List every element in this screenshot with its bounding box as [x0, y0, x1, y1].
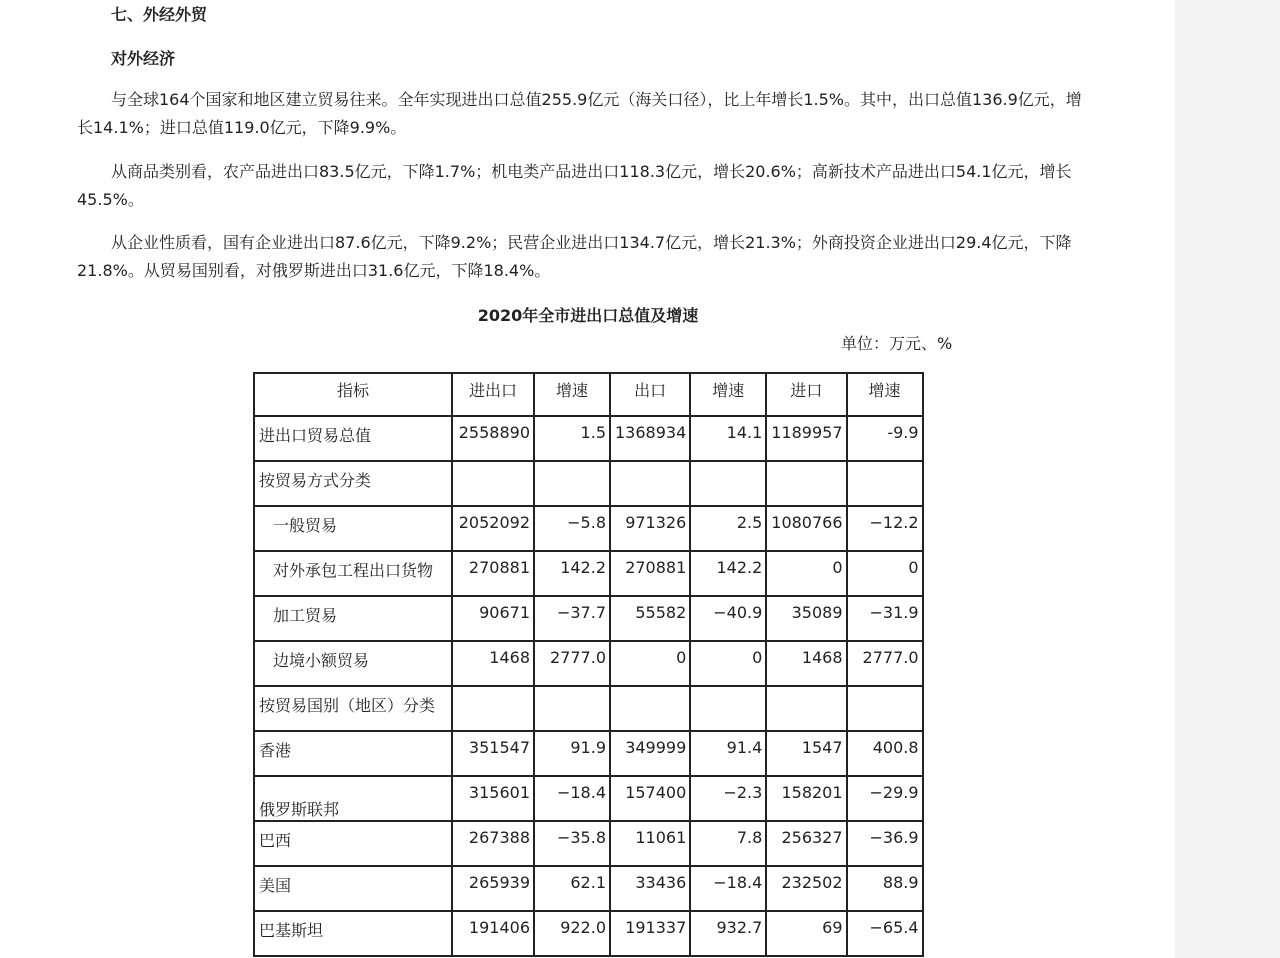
table-cell: −2.3 [690, 776, 766, 821]
table-cell: 922.0 [534, 911, 610, 956]
section-title: 七、外经外贸 [111, 5, 208, 24]
table-cell: 158201 [766, 776, 846, 821]
table-cell: 2777.0 [847, 641, 923, 686]
table-header-row [254, 373, 923, 416]
row-label: 巴西 [254, 821, 452, 866]
table-cell: 267388 [452, 821, 534, 866]
table-cell: −35.8 [534, 821, 610, 866]
table-cell: 932.7 [690, 911, 766, 956]
table-cell: 0 [847, 551, 923, 596]
table-cell: −40.9 [690, 596, 766, 641]
table-cell: 62.1 [534, 866, 610, 911]
table-cell [610, 461, 690, 506]
table-cell: 14.1 [690, 416, 766, 461]
table-cell: -9.9 [847, 416, 923, 461]
table-cell: 1189957 [766, 416, 846, 461]
table-cell: 1468 [766, 641, 846, 686]
table-cell: −12.2 [847, 506, 923, 551]
row-label: 边境小额贸易 [254, 641, 452, 686]
header-total: 进出口 [452, 373, 534, 416]
table-unit: 单位：万元、% [841, 334, 953, 353]
table-cell [766, 686, 846, 731]
header-export: 出口 [610, 373, 690, 416]
table-title: 2020年全市进出口总值及增速 [477, 306, 699, 325]
table-row [254, 866, 923, 911]
table-cell: 270881 [610, 551, 690, 596]
table-cell: −5.8 [534, 506, 610, 551]
table-cell: 270881 [452, 551, 534, 596]
table-cell: 191337 [610, 911, 690, 956]
table-row [254, 776, 923, 821]
table-cell: 11061 [610, 821, 690, 866]
row-label: 加工贸易 [254, 596, 452, 641]
header-export-growth: 增速 [690, 373, 766, 416]
table-cell: 88.9 [847, 866, 923, 911]
table-cell: −18.4 [690, 866, 766, 911]
row-label: 香港 [254, 731, 452, 776]
table-cell [452, 686, 534, 731]
table-row [254, 461, 923, 506]
row-label: 美国 [254, 866, 452, 911]
table-row [254, 731, 923, 776]
row-label: 对外承包工程出口货物 [254, 551, 452, 596]
table-body [254, 416, 923, 956]
table-cell: 191406 [452, 911, 534, 956]
table-cell: 0 [690, 641, 766, 686]
table-row [254, 416, 923, 461]
table-cell: 971326 [610, 506, 690, 551]
table-cell: 2.5 [690, 506, 766, 551]
table-cell: 1368934 [610, 416, 690, 461]
table-cell: 265939 [452, 866, 534, 911]
table-cell: 142.2 [534, 551, 610, 596]
table-cell [690, 686, 766, 731]
table-cell: 2052092 [452, 506, 534, 551]
subsection-title: 对外经济 [111, 49, 176, 68]
table-cell: 2777.0 [534, 641, 610, 686]
row-label: 按贸易国别（地区）分类 [254, 686, 452, 731]
row-label: 巴基斯坦 [254, 911, 452, 956]
table-cell: 1080766 [766, 506, 846, 551]
table-cell: −18.4 [534, 776, 610, 821]
table-cell: −37.7 [534, 596, 610, 641]
table-cell: 400.8 [847, 731, 923, 776]
paragraph-commodity: 从商品类别看，农产品进出口83.5亿元，下降1.7%；机电类产品进出口118.3亿元，增长20.6%；高新技术产品进出口54.1亿元，增长45.5%。 [77, 162, 1072, 209]
header-indicator: 指标 [254, 373, 452, 416]
table-cell: 2558890 [452, 416, 534, 461]
table-cell [534, 686, 610, 731]
table-cell: 232502 [766, 866, 846, 911]
table-row [254, 821, 923, 866]
table-row [254, 686, 923, 731]
header-import: 进口 [766, 373, 846, 416]
table-row [254, 551, 923, 596]
table-cell: 69 [766, 911, 846, 956]
trade-table [253, 372, 924, 957]
page-right-gutter [1175, 0, 1280, 958]
table-cell: −31.9 [847, 596, 923, 641]
table-cell: 35089 [766, 596, 846, 641]
table-cell [452, 461, 534, 506]
row-label: 按贸易方式分类 [254, 461, 452, 506]
table-cell: 1468 [452, 641, 534, 686]
table-cell: −65.4 [847, 911, 923, 956]
table-cell: −36.9 [847, 821, 923, 866]
table-row [254, 596, 923, 641]
paragraph-trade-total: 与全球164个国家和地区建立贸易往来。全年实现进出口总值255.9亿元（海关口径），比上年增长1.5%。其中，出口总值136.9亿元，增长14.1%；进口总值119.0亿元，下降9.9%。 [77, 90, 1082, 137]
table-cell: 0 [766, 551, 846, 596]
table-row [254, 911, 923, 956]
table-cell: 0 [610, 641, 690, 686]
table-cell: 90671 [452, 596, 534, 641]
table-cell [534, 461, 610, 506]
header-total-growth: 增速 [534, 373, 610, 416]
table-cell: 1.5 [534, 416, 610, 461]
table-cell: 7.8 [690, 821, 766, 866]
paragraph-enterprise: 从企业性质看，国有企业进出口87.6亿元，下降9.2%；民营企业进出口134.7亿元，增长21.3%；外商投资企业进出口29.4亿元，下降21.8%。从贸易国别看，对俄罗斯进出口31.6亿元，下降18.4%。 [77, 233, 1072, 280]
row-label: 俄罗斯联邦 [254, 776, 452, 821]
table-cell: 351547 [452, 731, 534, 776]
row-label: 一般贸易 [254, 506, 452, 551]
table-cell: 1547 [766, 731, 846, 776]
header-import-growth: 增速 [847, 373, 923, 416]
table-cell: 256327 [766, 821, 846, 866]
table-row [254, 641, 923, 686]
table-cell: −29.9 [847, 776, 923, 821]
table-cell [766, 461, 846, 506]
table-row [254, 506, 923, 551]
table-cell: 55582 [610, 596, 690, 641]
table-cell: 91.4 [690, 731, 766, 776]
table-cell: 142.2 [690, 551, 766, 596]
table-cell: 315601 [452, 776, 534, 821]
table-cell [847, 461, 923, 506]
row-label: 进出口贸易总值 [254, 416, 452, 461]
table-cell: 349999 [610, 731, 690, 776]
table-cell: 157400 [610, 776, 690, 821]
table-cell [690, 461, 766, 506]
table-cell [847, 686, 923, 731]
table-cell: 33436 [610, 866, 690, 911]
table-cell: 91.9 [534, 731, 610, 776]
table-cell [610, 686, 690, 731]
